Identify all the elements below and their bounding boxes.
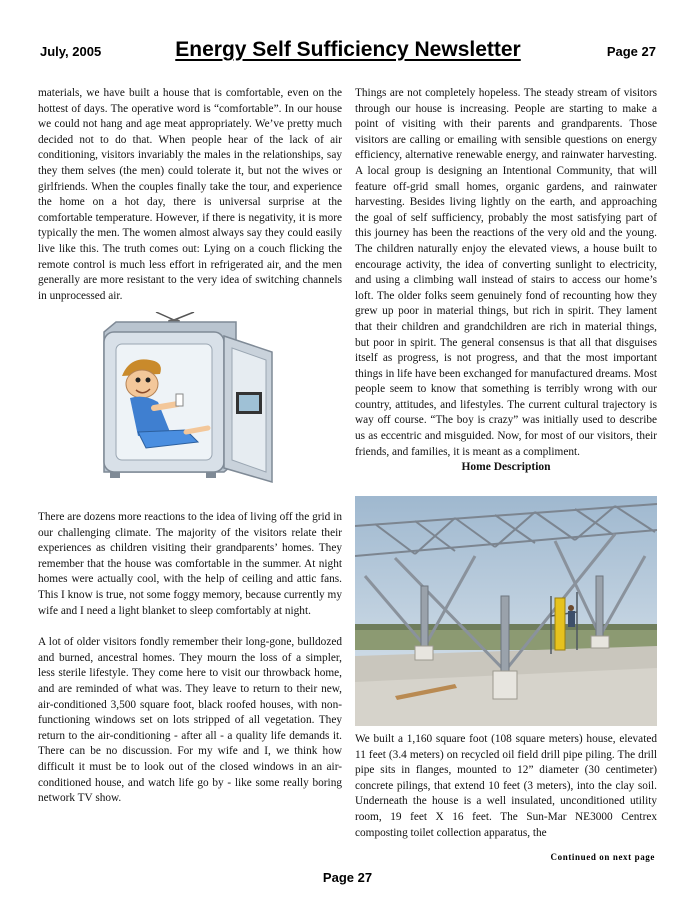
refrigerator-cartoon-illustration	[86, 312, 296, 492]
newsletter-title: Energy Self Sufficiency Newsletter	[175, 38, 521, 61]
header-page-number: Page 27	[606, 44, 656, 59]
continued-notice: Continued on next page	[550, 852, 655, 862]
section-heading: Home Description	[461, 461, 551, 474]
paragraph: A lot of older visitors fondly remember their long-gone, bulldozed and burned, ancestral homes. They mourn the loss of a simpler, less sterile lifestyle. They come here to visit our throwback home, and are reminded of what was. They leave to return to their new, air-conditioned 3,500 square foot, black roofed houses, with non-functioning windows set on lots stripped of all vegetation. They return to the air-conditioning - after all - a quality life demands it. There can be no discussion. For my wife and I, we think how difficult it must be to look out of the closed windows in an air-conditioned house, and watch life go by - like some really boring network TV show.	[38, 636, 342, 805]
left-column-top	[38, 86, 342, 304]
footer-page-number: Page 27	[322, 870, 373, 885]
paragraph: materials, we have built a house that is comfortable, even on the hottest of days. The operative word is “comfortable”. In our house we could not hang and age meat appropriately. We’ve pretty much decided not to do that. When people hear of the lack of air conditioning, visitors invariably the males in the relationships, say they them selves (the men) could tolerate it, but not the wives or girlfriends. When the couples finally take the tour, and experience the home on a hot day, there is universal surprise at the comfortable temperature. However, if there is negativity, it is more typically the men. The women almost always say they could easily live like this. The truth comes out: Lying on a couch flicking the remote control is much less effort in refrigerated air, and the men generally are more resistant to the very idea of switching channels in unprocessed air.	[38, 87, 342, 302]
house-frame-construction-photo	[355, 496, 657, 726]
paragraph: We built a 1,160 square foot (108 square meters) house, elevated 11 feet (3.4 meters) on recycled oil field drill pipe piling. The drill pipe sits in flanges, mounted to 12” diameter (30 centimeter) concrete pilings, that extend 10 feet (3 meters), into the clay soil. Underneath the house is a well insulated, unconditioned utility room, 19 feet X 16 feet. The Sun-Mar NE3000 Centrex composting toilet collection apparatus, the	[355, 733, 657, 839]
page-header	[40, 40, 656, 66]
right-column-top	[355, 86, 657, 473]
paragraph: There are dozens more reactions to the idea of living off the grid in our challenging climate. The majority of the visitors relate their experiences as children visiting their grandparents’ homes. They remember that the house was comfortable in the summer. At night homes were actually cool, with the help of ceiling and attic fans. This I know is true, not some foggy memory, because currently my wife and I need a light blanket to sleep comfortably at night.	[38, 511, 342, 617]
issue-date: July, 2005	[40, 44, 102, 59]
paragraph: Things are not completely hopeless. The steady stream of visitors through our house is increasing. People are starting to make a point of visiting with their parents and grandparents. Those visitors are calling or emailing with sensible questions on energy efficiency, alternative renewable energy, and rainwater harvesting. A local group is designing an Intentional Community, that will feature off-grid small homes, organic gardens, and rainwater harvesting. Besides living lightly on the earth, and approaching the goal of self sufficiency, probably the most satisfying part of this journey has been the reactions of the very old and the young. The children naturally enjoy the elevated views, a house built to encourage activity, the idea of converting sunlight to electricity, and using a climbing wall instead of stairs to access our home’s loft. The older folks seem genuinely fond of recounting how they grew up poor in material things, but rich in spirit. They lament that their children and grandchildren are rich in material things, but poor in spirit. The general consensus is that all that disguises itself as progress, is not progress, and that the most important things in life have been exchanged for manufactured dreams. Most people seem to know that something is terribly wrong with our country, attitudes, and lifestyles. The current cultural trajectory is way off course. “The boy is crazy” was initially used to describe us as eccentric and misguided. Now, for most of our visitors, their friends, and families, it is meant as a compliment.	[355, 87, 657, 458]
right-column-bottom	[355, 732, 657, 841]
left-column-bottom	[38, 510, 342, 807]
